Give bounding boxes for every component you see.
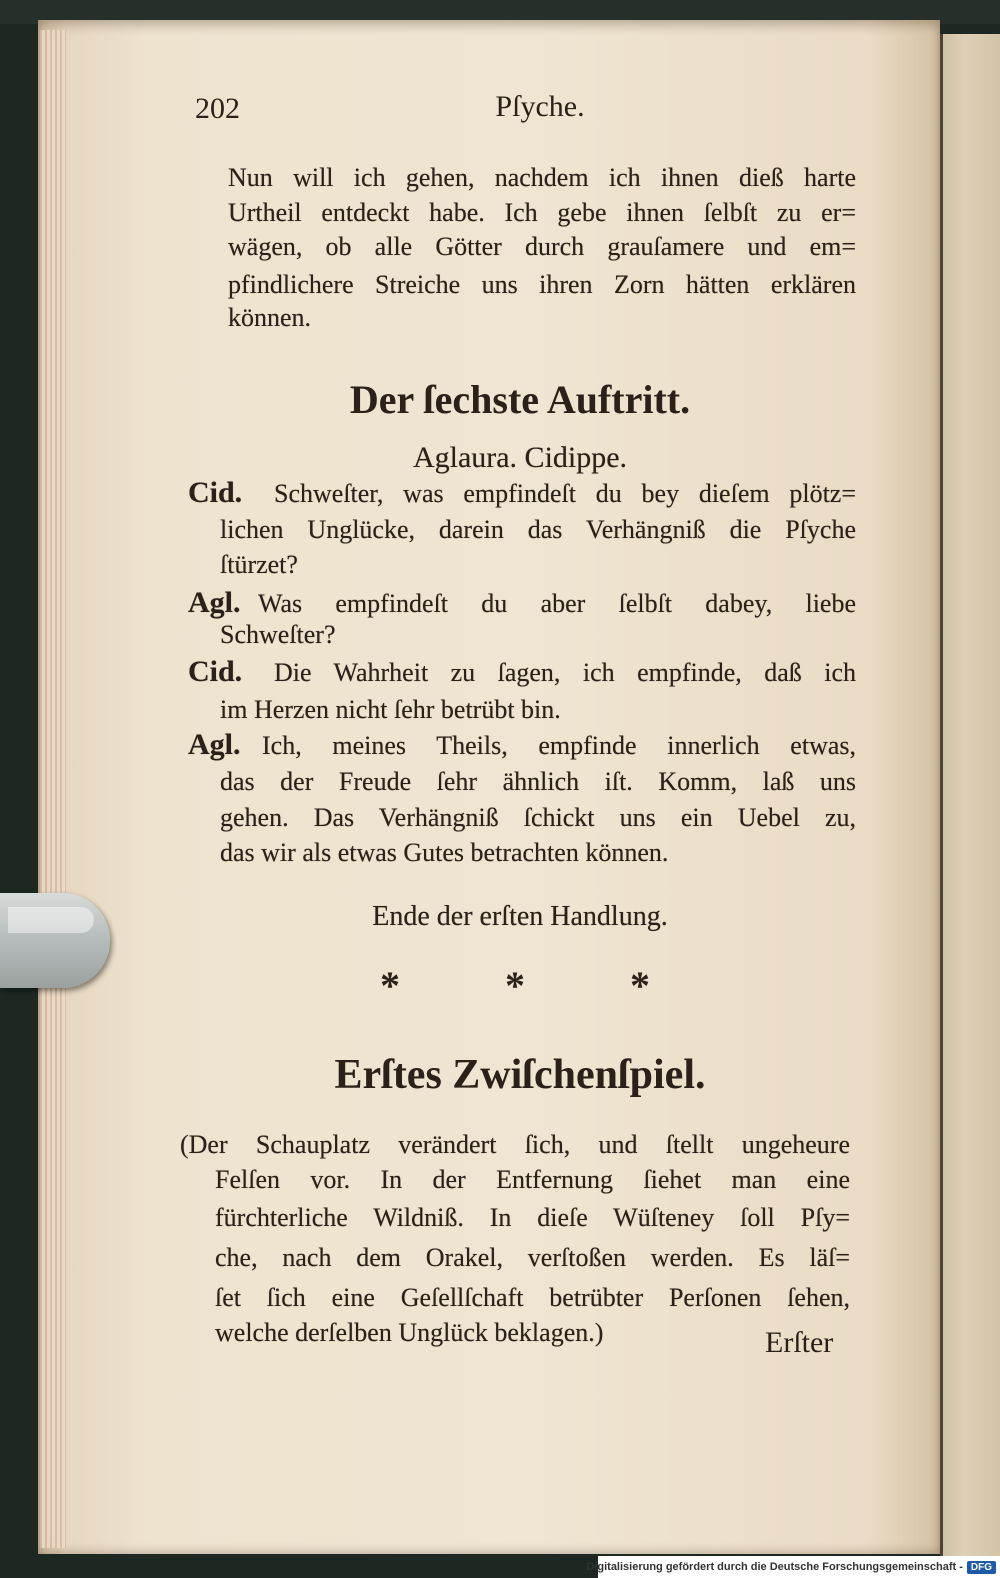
asterisk-ornament: * — [505, 963, 525, 1008]
speech-first-line — [188, 656, 856, 689]
text-line: welche derſelben Unglück beklagen.) — [215, 1318, 604, 1347]
speech-first-line — [188, 587, 856, 620]
text-line: wägen, ob alle Götter durch grauſamere und em= — [228, 232, 856, 261]
text-line: das der Freude ſehr ähnlich iſt. Komm, laß uns — [220, 767, 856, 796]
text-line: fürchterliche Wildniß. In dieſe Wüſteney ſoll Pſy= — [215, 1203, 850, 1232]
text-line: gehen. Das Verhängniß ſchickt uns ein Uebel zu, — [220, 803, 856, 832]
page-number: 202 — [195, 92, 240, 125]
interlude-heading: Erſtes Zwiſchenſpiel. — [334, 1052, 706, 1098]
text-line: lichen Unglücke, darein das Verhängniß die Pſyche — [220, 515, 856, 544]
asterisk-ornament: * — [380, 963, 400, 1008]
credit-text: Digitalisierung gefördert durch die Deutsche Forschungsgemeinschaft - — [586, 1561, 963, 1573]
text-line: können. — [228, 303, 312, 332]
text-line: Schweſter? — [220, 620, 336, 649]
speaker-label: Agl. — [188, 586, 241, 619]
scene-heading: Der ſechste Auftritt. — [349, 377, 691, 422]
act-end-line: Ende der erſten Handlung. — [372, 901, 668, 932]
asterism-ornament — [380, 963, 650, 1008]
page-clip — [0, 893, 110, 988]
speaker-label: Cid. — [188, 655, 243, 688]
speaker-label: Cid. — [188, 476, 243, 509]
text-line: Was empfindeſt du aber ſelbſt dabey, liebe — [258, 589, 856, 618]
speaker-label: Agl. — [188, 728, 241, 761]
character-list: Aglaura. Cidippe. — [412, 441, 628, 474]
running-title: Pſyche. — [495, 90, 585, 123]
adjacent-page-edge — [940, 34, 1000, 1556]
text-line: che, nach dem Orakel, verſtoßen werden. Es läſ= — [215, 1243, 850, 1272]
text-line: im Herzen nicht ſehr betrübt bin. — [220, 695, 561, 724]
dfg-logo: DFG — [967, 1561, 996, 1574]
text-line: Felſen vor. In der Entfernung ſiehet man eine — [215, 1165, 850, 1194]
text-line: das wir als etwas Gutes betrachten können. — [220, 838, 669, 867]
clip-highlight — [8, 907, 94, 933]
speech-first-line — [188, 477, 856, 510]
text-line: Ich, meines Theils, empfinde innerlich etwas, — [262, 731, 856, 760]
text-line: ſet ſich eine Geſellſchaft betrübter Perſonen ſehen, — [215, 1283, 850, 1312]
digitization-credit — [586, 1556, 1000, 1578]
text-line: Nun will ich gehen, nachdem ich ihnen dieß harte — [228, 163, 856, 192]
text-line: pfindlichere Streiche uns ihren Zorn hätten erklären — [228, 270, 856, 299]
text-line: (Der Schauplatz verändert ſich, und ſtellt ungeheure — [180, 1130, 850, 1159]
catchword: Erſter — [765, 1326, 834, 1359]
page-stack-edges — [40, 30, 66, 1548]
speech-first-line — [188, 729, 856, 762]
asterisk-ornament: * — [630, 963, 650, 1008]
text-line: Urtheil entdeckt habe. Ich gebe ihnen ſelbſt zu er= — [228, 198, 856, 227]
text-line: Die Wahrheit zu ſagen, ich empfinde, daß ich — [274, 658, 856, 687]
text-line: Schweſter, was empfindeſt du bey dieſem plötz= — [274, 479, 856, 508]
text-line: ſtürzet? — [220, 550, 298, 579]
